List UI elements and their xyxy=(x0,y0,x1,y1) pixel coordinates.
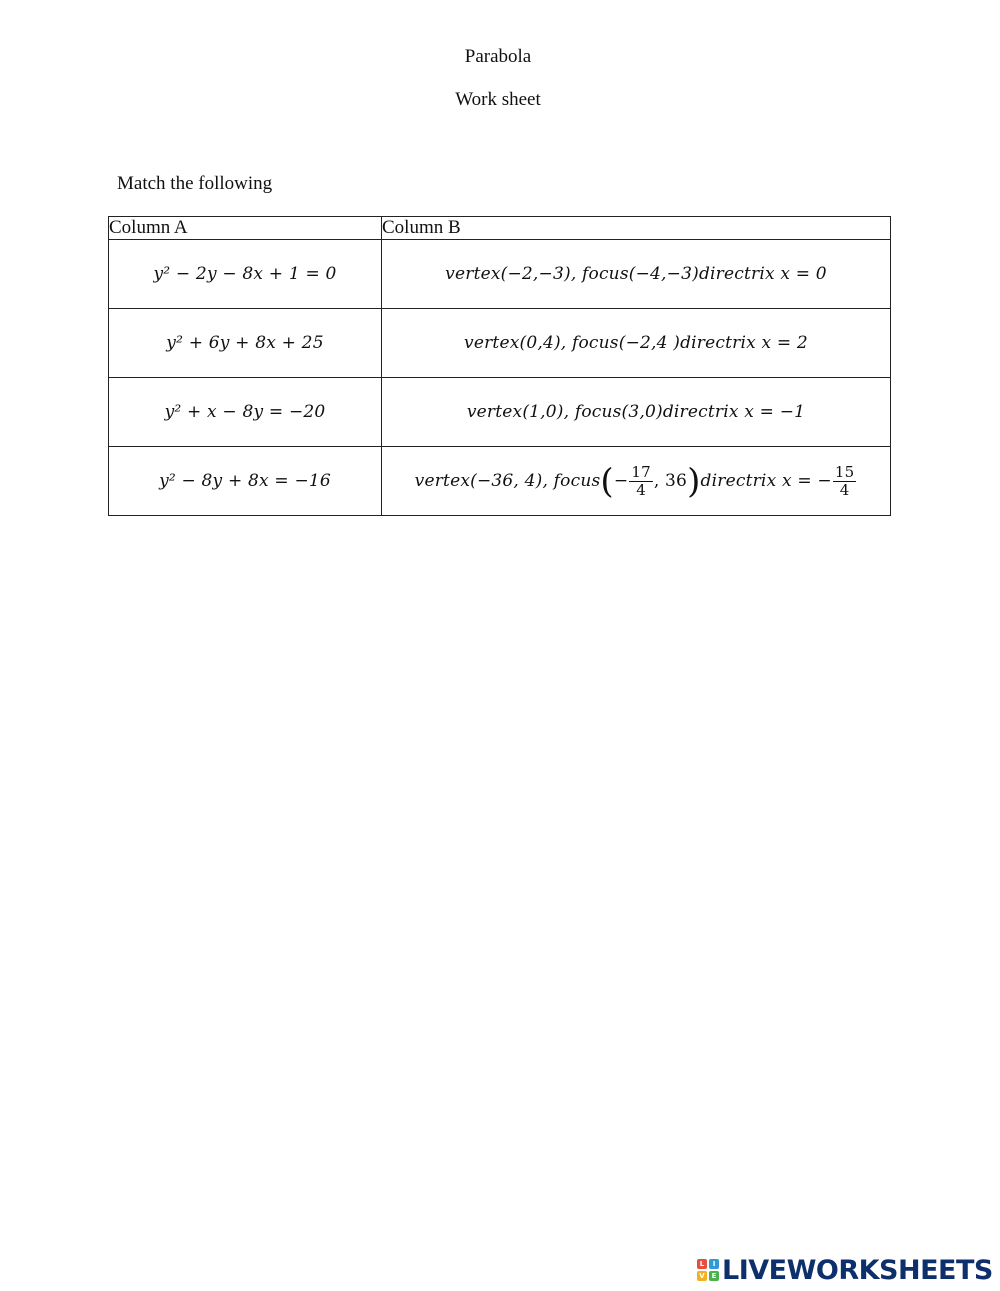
logo-icon xyxy=(697,1259,719,1281)
answer-cell xyxy=(382,447,891,516)
equation-text: y² − 8y + 8x = −16 xyxy=(159,471,331,491)
open-paren: ( xyxy=(600,461,614,501)
equation-text: y² + x − 8y = −20 xyxy=(164,402,326,422)
equation-text: y² + 6y + 8x + 25 xyxy=(166,333,324,353)
table-row xyxy=(109,378,891,447)
answer-suffix: directrix x = − xyxy=(700,470,832,491)
answer-text: vertex(−2,−3), focus(−4,−3)directrix x = 0 xyxy=(445,264,827,284)
equation-text: y² − 2y − 8x + 1 = 0 xyxy=(153,264,337,284)
answer-cell xyxy=(382,378,891,447)
fraction-denominator: 4 xyxy=(636,480,646,499)
fraction-denominator: 4 xyxy=(839,480,850,499)
logo-tile: E xyxy=(709,1271,719,1281)
logo-text: LIVEWORKSHEETS xyxy=(722,1254,993,1286)
equation-cell xyxy=(109,378,382,447)
logo-tile: L xyxy=(697,1259,707,1269)
logo-tile: I xyxy=(709,1259,719,1269)
answer-mid: , 36 xyxy=(653,470,688,491)
table-row xyxy=(109,309,891,378)
answer-prefix: vertex(−36, 4), focus xyxy=(414,470,601,491)
table-row xyxy=(109,447,891,516)
fraction-numerator: 17 xyxy=(631,462,651,481)
fraction xyxy=(629,464,653,499)
fraction-numerator: 15 xyxy=(834,462,855,481)
column-b-header: Column B xyxy=(382,217,891,240)
column-a-header: Column A xyxy=(109,217,382,240)
fraction xyxy=(833,464,857,499)
negative-sign: − xyxy=(613,470,629,491)
logo-tile: V xyxy=(697,1271,707,1281)
answer-text: vertex(1,0), focus(3,0)directrix x = −1 xyxy=(466,402,806,422)
liveworksheets-logo xyxy=(697,1255,993,1285)
answer-cell xyxy=(382,240,891,309)
equation-cell xyxy=(109,240,382,309)
match-table xyxy=(108,216,891,516)
equation-cell xyxy=(109,309,382,378)
instructions-text: Match the following xyxy=(117,173,273,194)
answer-cell xyxy=(382,309,891,378)
page-title: Parabola xyxy=(464,46,532,67)
page-subtitle: Work sheet xyxy=(455,89,541,110)
answer-text: vertex(0,4), focus(−2,4 )directrix x = 2 xyxy=(464,333,808,353)
equation-cell xyxy=(109,447,382,516)
table-header-row xyxy=(109,217,891,240)
close-paren: ) xyxy=(687,461,701,501)
table-row xyxy=(109,240,891,309)
